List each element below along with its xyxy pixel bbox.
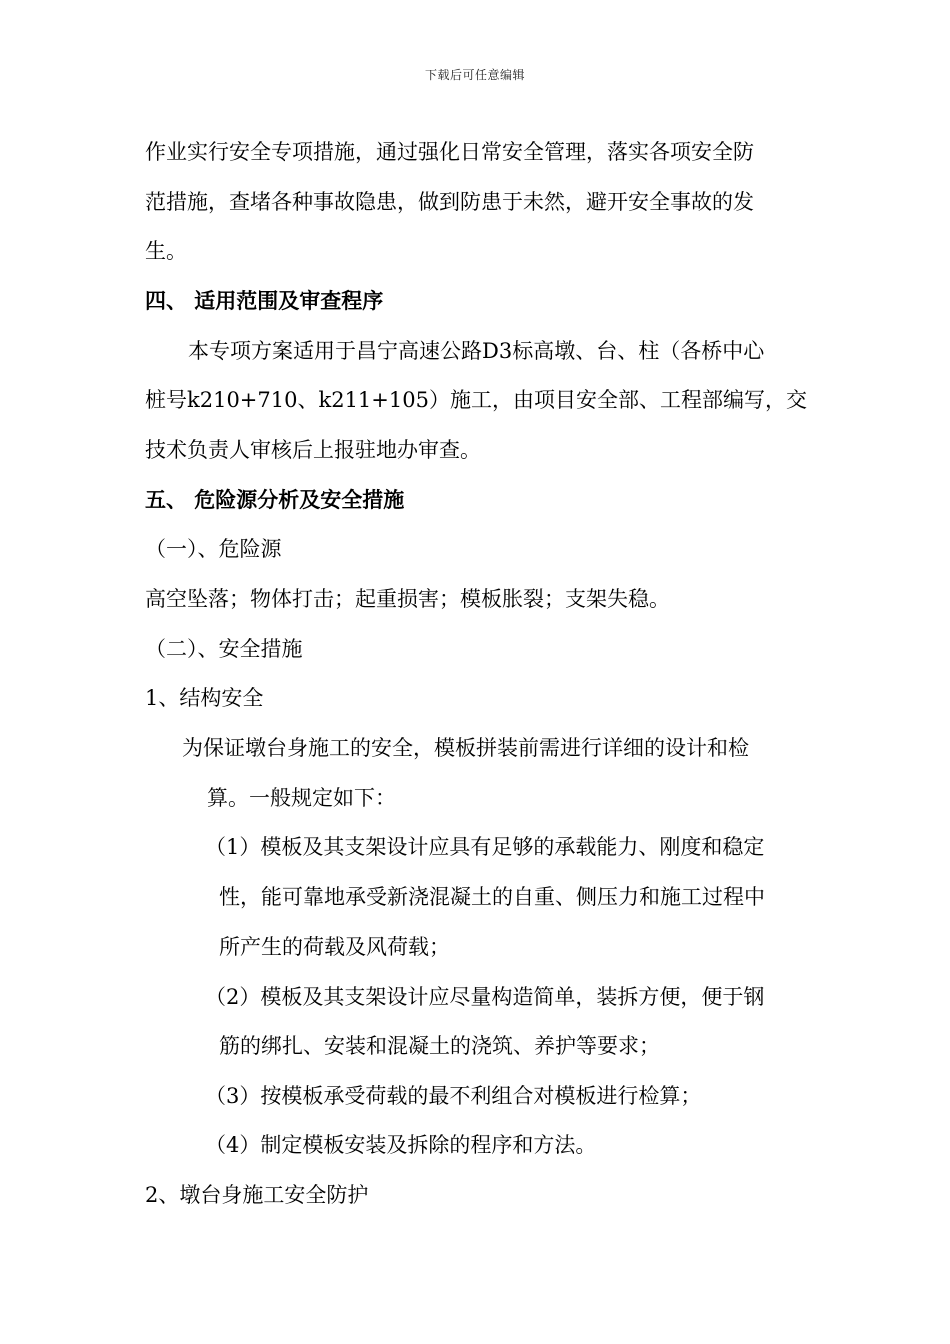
paragraph-line: 生。 <box>145 239 187 263</box>
numbered-heading: 1、结构安全 <box>145 686 264 710</box>
paragraph-line: 为保证墩台身施工的安全，模板拼装前需进行详细的设计和检 <box>182 736 749 760</box>
section-heading-4: 四、 适用范围及审查程序 <box>145 288 384 313</box>
paragraph-line: 范措施，查堵各种事故隐患，做到防患于未然，避开安全事故的发 <box>145 190 754 214</box>
list-item-line: 筋的绑扎、安装和混凝土的浇筑、养护等要求； <box>219 1034 660 1058</box>
list-item-line: （2）模板及其支架设计应尽量构造简单，装拆方便，便于钢 <box>205 985 765 1009</box>
list-item-line: 性，能可靠地承受新浇混凝土的自重、侧压力和施工过程中 <box>219 885 765 909</box>
paragraph-line: 桩号k210+710、k211+105）施工，由项目安全部、工程部编写，交 <box>145 388 807 412</box>
paragraph-line: 作业实行安全专项措施，通过强化日常安全管理，落实各项安全防 <box>145 140 754 164</box>
section-heading-5: 五、 危险源分析及安全措施 <box>145 487 405 512</box>
paragraph-line: 技术负责人审核后上报驻地办审查。 <box>145 438 481 462</box>
paragraph-line: 算。一般规定如下： <box>207 786 396 810</box>
numbered-heading: 2、墩台身施工安全防护 <box>145 1183 369 1207</box>
subsection-heading: （二）、安全措施 <box>145 637 303 661</box>
paragraph-line: 高空坠落；物体打击；起重损害；模板胀裂；支架失稳。 <box>145 587 670 611</box>
list-item-line: （3）按模板承受荷载的最不利组合对模板进行检算； <box>205 1084 702 1108</box>
list-item-line: （1）模板及其支架设计应具有足够的承载能力、刚度和稳定 <box>205 835 765 859</box>
paragraph-line: 本专项方案适用于昌宁高速公路D3标高墩、台、柱（各桥中心 <box>188 339 765 363</box>
subsection-heading: （一）、危险源 <box>145 537 282 561</box>
list-item-line: 所产生的荷载及风荷载； <box>219 935 450 959</box>
list-item-line: （4）制定模板安装及拆除的程序和方法。 <box>205 1133 597 1157</box>
page-header: 下载后可任意编辑 <box>424 68 525 82</box>
